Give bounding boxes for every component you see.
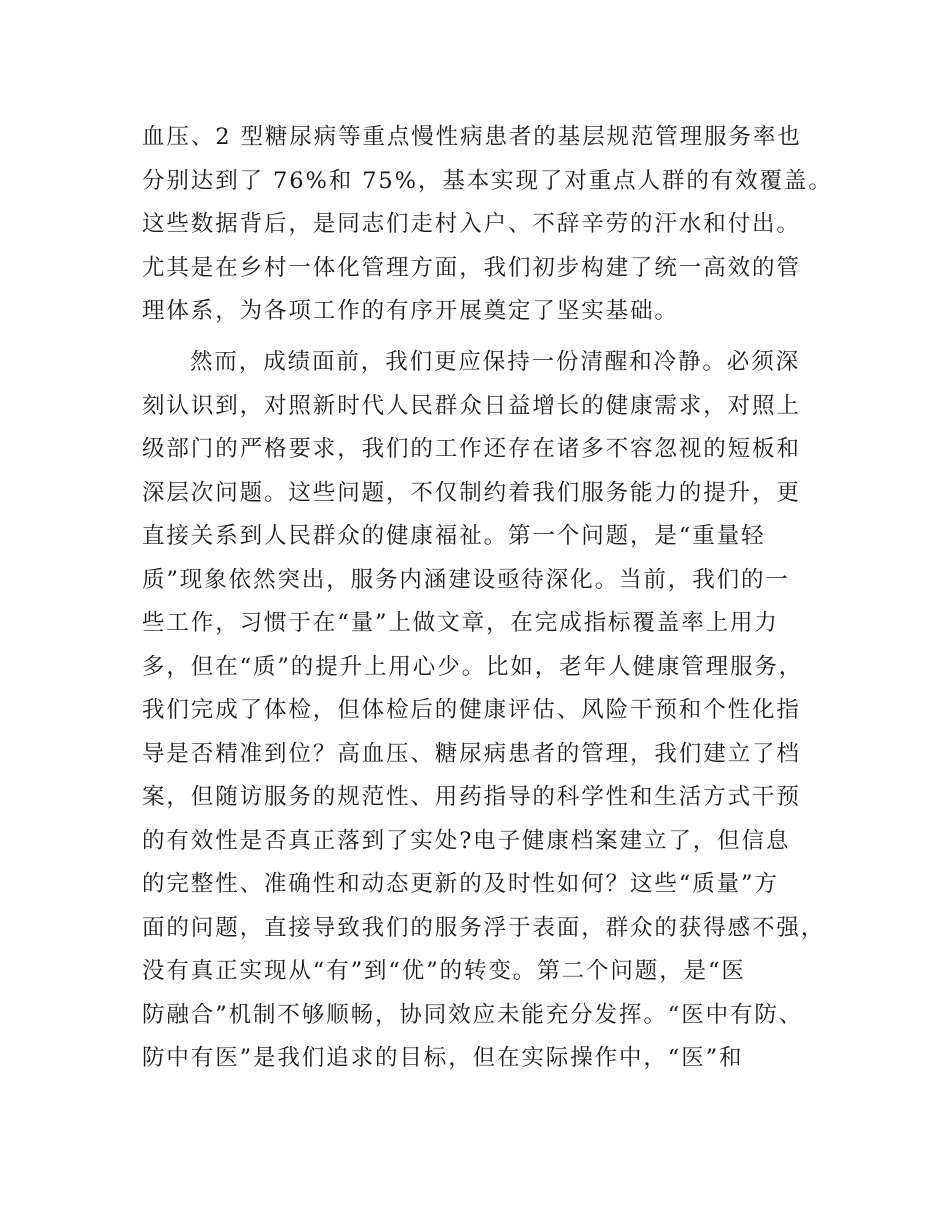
paragraph-line: 尤其是在乡村一体化管理方面，我们初步构建了统一高效的管 (142, 254, 801, 281)
paragraph-line: 血压、2 型糖尿病等重点慢性病患者的基层规范管理服务率也 (142, 124, 802, 150)
paragraph-first-line: 然而，成绩面前，我们更应保持一份清醒和冷静。必须深 (190, 349, 801, 375)
paragraph-line: 质”现象依然突出，服务内涵建设亟待深化。当前，我们的一 (142, 566, 790, 593)
paragraph-line: 防融合”机制不够顺畅，协同效应未能充分发挥。“医中有防、 (142, 1001, 804, 1028)
paragraph-line: 的有效性是否真正落到了实处?电子健康档案建立了，但信息 (142, 827, 791, 854)
paragraph-line: 直接关系到人民群众的健康福祉。第一个问题，是“重量轻 (142, 523, 766, 549)
paragraph-line: 理体系，为各项工作的有序开展奠定了坚实基础。 (142, 298, 679, 324)
paragraph-line: 导是否精准到位？高血压、糖尿病患者的管理，我们建立了档 (142, 740, 801, 767)
paragraph-line: 没有真正实现从“有”到“优”的转变。第二个问题，是“医 (142, 958, 746, 984)
paragraph-line: 我们完成了体检，但体检后的健康评估、风险干预和个性化指 (142, 697, 801, 723)
paragraph-line: 防中有医”是我们追求的目标，但在实际操作中，“医”和 (142, 1045, 744, 1071)
paragraph-line: 刻认识到，对照新时代人民群众日益增长的健康需求，对照上 (142, 392, 801, 419)
paragraph-line: 深层次问题。这些问题，不仅制约着我们服务能力的提升，更 (142, 479, 801, 506)
paragraph-line: 的完整性、准确性和动态更新的及时性如何？这些“质量”方 (142, 871, 779, 897)
paragraph-line: 这些数据背后，是同志们走村入户、不辞辛劳的汗水和付出。 (142, 211, 801, 237)
paragraph-line: 案，但随访服务的规范性、用药指导的科学性和生活方式干预 (142, 784, 801, 810)
paragraph-1 (142, 116, 833, 334)
paragraph-line: 多，但在“质”的提升上用心少。比如，老年人健康管理服务， (142, 653, 804, 680)
paragraph-line: 些工作，习惯于在“量”上做文章，在完成指标覆盖率上用力 (142, 610, 779, 636)
paragraph-line: 分别达到了 76%和 75%，基本实现了对重点人群的有效覆盖。 (142, 167, 833, 194)
paragraph-2 (142, 341, 826, 1081)
paragraph-line: 级部门的严格要求，我们的工作还存在诸多不容忽视的短板和 (142, 436, 801, 462)
paragraph-line: 面的问题，直接导致我们的服务浮于表面，群众的获得感不强， (142, 914, 826, 941)
